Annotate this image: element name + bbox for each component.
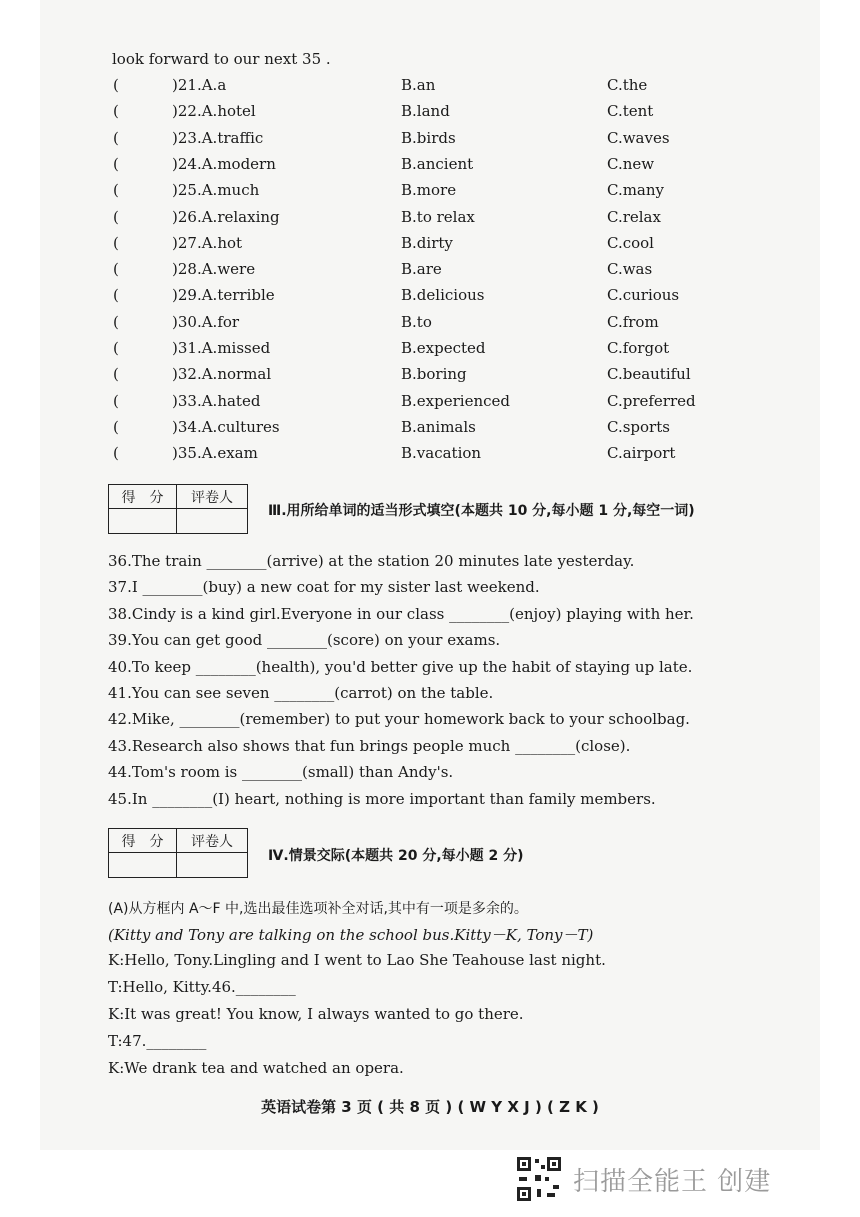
option-b[interactable]: B.more bbox=[401, 181, 457, 200]
option-b[interactable]: B.are bbox=[401, 260, 442, 279]
answer-blank[interactable]: ( bbox=[113, 128, 119, 147]
score-cell[interactable] bbox=[109, 509, 177, 533]
option-a[interactable]: A.for bbox=[201, 312, 240, 331]
option-a[interactable]: A.missed bbox=[201, 339, 271, 357]
answer-blank[interactable]: ( bbox=[113, 181, 119, 200]
answer-blank[interactable]: ( bbox=[113, 154, 119, 173]
question-number: )22. bbox=[172, 102, 202, 121]
option-a[interactable]: A.a bbox=[201, 76, 227, 94]
question-line bbox=[172, 102, 256, 120]
section-3-title: Ⅲ.用所给单词的适当形式填空(本题共 10 分,每小题 1 分,每空一词) bbox=[268, 503, 695, 519]
question-number: )25. bbox=[172, 181, 202, 200]
fill-in-question[interactable]: 38.Cindy is a kind girl.Everyone in our class ________(enjoy) playing with her. bbox=[108, 604, 694, 623]
question-number: )21. bbox=[172, 76, 202, 94]
choice-row bbox=[0, 365, 860, 387]
question-line bbox=[172, 129, 263, 147]
fill-in-question[interactable]: 40.To keep ________(health), you'd better give up the habit of staying up late. bbox=[108, 657, 693, 676]
option-c[interactable]: C.new bbox=[607, 154, 655, 173]
intro-line: look forward to our next 35 . bbox=[112, 50, 331, 68]
option-b[interactable]: B.to bbox=[401, 312, 432, 331]
dialogue-line: K:It was great! You know, I always wanted to go there. bbox=[108, 1005, 524, 1023]
fill-in-question[interactable]: 37.I ________(buy) a new coat for my sister last weekend. bbox=[108, 578, 540, 597]
score-label: 得 分 bbox=[109, 829, 177, 853]
score-label: 得 分 bbox=[109, 485, 177, 509]
answer-blank[interactable]: ( bbox=[113, 233, 119, 252]
option-c[interactable]: C.was bbox=[607, 260, 653, 279]
question-number: )23. bbox=[172, 128, 202, 147]
answer-blank[interactable]: ( bbox=[113, 339, 119, 357]
option-c[interactable]: C.beautiful bbox=[607, 365, 691, 384]
choice-row bbox=[0, 181, 860, 203]
option-c[interactable]: C.preferred bbox=[607, 391, 696, 410]
answer-blank[interactable]: ( bbox=[113, 207, 119, 226]
choice-row bbox=[0, 76, 860, 98]
question-number: )29. bbox=[172, 286, 202, 305]
dialogue-line: T:47.________ bbox=[108, 1032, 207, 1050]
option-c[interactable]: C.relax bbox=[607, 207, 661, 226]
choice-row bbox=[0, 155, 860, 177]
option-a[interactable]: A.hot bbox=[201, 233, 243, 252]
question-line bbox=[172, 418, 280, 436]
option-a[interactable]: A.terrible bbox=[201, 286, 275, 305]
fill-in-question[interactable]: 41.You can see seven ________(carrot) on the table. bbox=[108, 684, 494, 702]
question-line bbox=[172, 155, 276, 173]
grader-cell[interactable] bbox=[177, 853, 247, 877]
fill-in-question[interactable]: 39.You can get good ________(score) on your exams. bbox=[108, 631, 501, 650]
answer-blank[interactable]: ( bbox=[113, 417, 119, 436]
question-line bbox=[172, 181, 259, 199]
answer-blank[interactable]: ( bbox=[113, 76, 119, 94]
option-b[interactable]: B.expected bbox=[401, 339, 486, 357]
fill-in-question[interactable]: 42.Mike, ________(remember) to put your homework back to your schoolbag. bbox=[108, 710, 690, 729]
question-line bbox=[172, 286, 275, 304]
choice-row bbox=[0, 313, 860, 335]
question-line bbox=[172, 208, 280, 226]
answer-blank[interactable]: ( bbox=[113, 260, 119, 279]
question-number: )32. bbox=[172, 365, 202, 384]
option-b[interactable]: B.vacation bbox=[401, 444, 482, 463]
option-b[interactable]: B.to relax bbox=[401, 207, 475, 226]
score-cell[interactable] bbox=[109, 853, 177, 877]
choice-row bbox=[0, 418, 860, 440]
grader-label: 评卷人 bbox=[177, 485, 247, 509]
option-b[interactable]: B.land bbox=[401, 102, 450, 121]
question-number: )28. bbox=[172, 260, 202, 279]
choice-row bbox=[0, 234, 860, 256]
score-box-2 bbox=[108, 828, 248, 878]
choice-row bbox=[0, 339, 860, 361]
dialogue-line: K:We drank tea and watched an opera. bbox=[108, 1059, 404, 1077]
option-a[interactable]: A.cultures bbox=[201, 417, 280, 436]
choice-row bbox=[0, 392, 860, 414]
section-4-context: (Kitty and Tony are talking on the school bus.Kitty－K, Tony－T) bbox=[108, 926, 594, 944]
answer-blank[interactable]: ( bbox=[113, 365, 119, 384]
question-number: )33. bbox=[172, 391, 202, 410]
question-number: )31. bbox=[172, 339, 202, 357]
dialogue-line: K:Hello, Tony.Lingling and I went to Lao She Teahouse last night. bbox=[108, 951, 606, 969]
option-a[interactable]: A.modern bbox=[201, 154, 276, 173]
score-box bbox=[108, 484, 248, 534]
answer-blank[interactable]: ( bbox=[113, 286, 119, 305]
option-c[interactable]: C.tent bbox=[607, 102, 654, 121]
question-number: )35. bbox=[172, 444, 202, 463]
option-c[interactable]: C.curious bbox=[607, 286, 680, 305]
question-number: )34. bbox=[172, 417, 202, 436]
option-a[interactable]: A.traffic bbox=[201, 128, 264, 147]
answer-blank[interactable]: ( bbox=[113, 444, 119, 463]
option-b[interactable]: B.ancient bbox=[401, 154, 474, 173]
question-line bbox=[172, 76, 226, 94]
question-number: )24. bbox=[172, 154, 202, 173]
question-number: )26. bbox=[172, 207, 202, 226]
section-4-instruction: (A)从方框内 A～F 中,选出最佳选项补全对话,其中有一项是多余的。 bbox=[108, 901, 528, 917]
choice-row bbox=[0, 444, 860, 466]
page-footer: 英语试卷第 3 页 ( 共 8 页 ) ( W Y X J ) ( Z K ) bbox=[261, 1098, 599, 1116]
section-4-title: Ⅳ.情景交际(本题共 20 分,每小题 2 分) bbox=[268, 848, 524, 864]
fill-in-question[interactable]: 44.Tom's room is ________(small) than Andy's. bbox=[108, 763, 454, 782]
choice-row bbox=[0, 260, 860, 282]
dialogue-line: T:Hello, Kitty.46.________ bbox=[108, 978, 296, 996]
option-a[interactable]: A.normal bbox=[201, 365, 272, 384]
question-line bbox=[172, 234, 242, 252]
option-c[interactable]: C.sports bbox=[607, 417, 670, 436]
option-b[interactable]: B.experienced bbox=[401, 391, 510, 410]
choice-row bbox=[0, 208, 860, 230]
qr-code-icon bbox=[515, 1155, 563, 1203]
option-a[interactable]: A.relaxing bbox=[201, 207, 280, 226]
choice-row bbox=[0, 286, 860, 308]
question-line bbox=[172, 339, 270, 357]
option-c[interactable]: C.many bbox=[607, 181, 665, 200]
option-b[interactable]: B.dirty bbox=[401, 233, 453, 252]
choice-row bbox=[0, 102, 860, 124]
question-line bbox=[172, 365, 271, 383]
option-a[interactable]: A.hotel bbox=[201, 102, 256, 121]
fill-in-question[interactable]: 45.In ________(I) heart, nothing is more important than family members. bbox=[108, 789, 656, 808]
watermark-text: 扫描全能王 创建 bbox=[573, 1166, 772, 1197]
question-line bbox=[172, 313, 239, 331]
scanner-watermark bbox=[515, 1155, 771, 1203]
answer-blank[interactable]: ( bbox=[113, 391, 119, 410]
question-line bbox=[172, 260, 255, 278]
option-a[interactable]: A.exam bbox=[201, 444, 258, 463]
option-c[interactable]: C.airport bbox=[607, 444, 676, 463]
question-line bbox=[172, 444, 258, 462]
option-b[interactable]: B.birds bbox=[401, 128, 456, 147]
option-a[interactable]: A.hated bbox=[201, 391, 261, 410]
grader-cell[interactable] bbox=[177, 509, 247, 533]
fill-in-question[interactable]: 43.Research also shows that fun brings people much ________(close). bbox=[108, 736, 631, 755]
option-c[interactable]: C.waves bbox=[607, 128, 670, 147]
option-c[interactable]: C.the bbox=[607, 76, 648, 94]
fill-in-question[interactable]: 36.The train ________(arrive) at the station 20 minutes late yesterday. bbox=[108, 552, 635, 570]
option-a[interactable]: A.were bbox=[201, 260, 256, 279]
option-b[interactable]: B.an bbox=[401, 76, 436, 94]
answer-blank[interactable]: ( bbox=[113, 102, 119, 121]
choice-row bbox=[0, 129, 860, 151]
option-a[interactable]: A.much bbox=[201, 181, 260, 200]
option-b[interactable]: B.animals bbox=[401, 417, 476, 436]
option-c[interactable]: C.cool bbox=[607, 233, 654, 252]
question-number: )30. bbox=[172, 312, 202, 331]
option-c[interactable]: C.from bbox=[607, 312, 659, 331]
option-b[interactable]: B.delicious bbox=[401, 286, 485, 305]
question-number: )27. bbox=[172, 233, 202, 252]
grader-label: 评卷人 bbox=[177, 829, 247, 853]
question-line bbox=[172, 392, 260, 410]
answer-blank[interactable]: ( bbox=[113, 312, 119, 331]
option-b[interactable]: B.boring bbox=[401, 365, 467, 384]
option-c[interactable]: C.forgot bbox=[607, 339, 670, 357]
